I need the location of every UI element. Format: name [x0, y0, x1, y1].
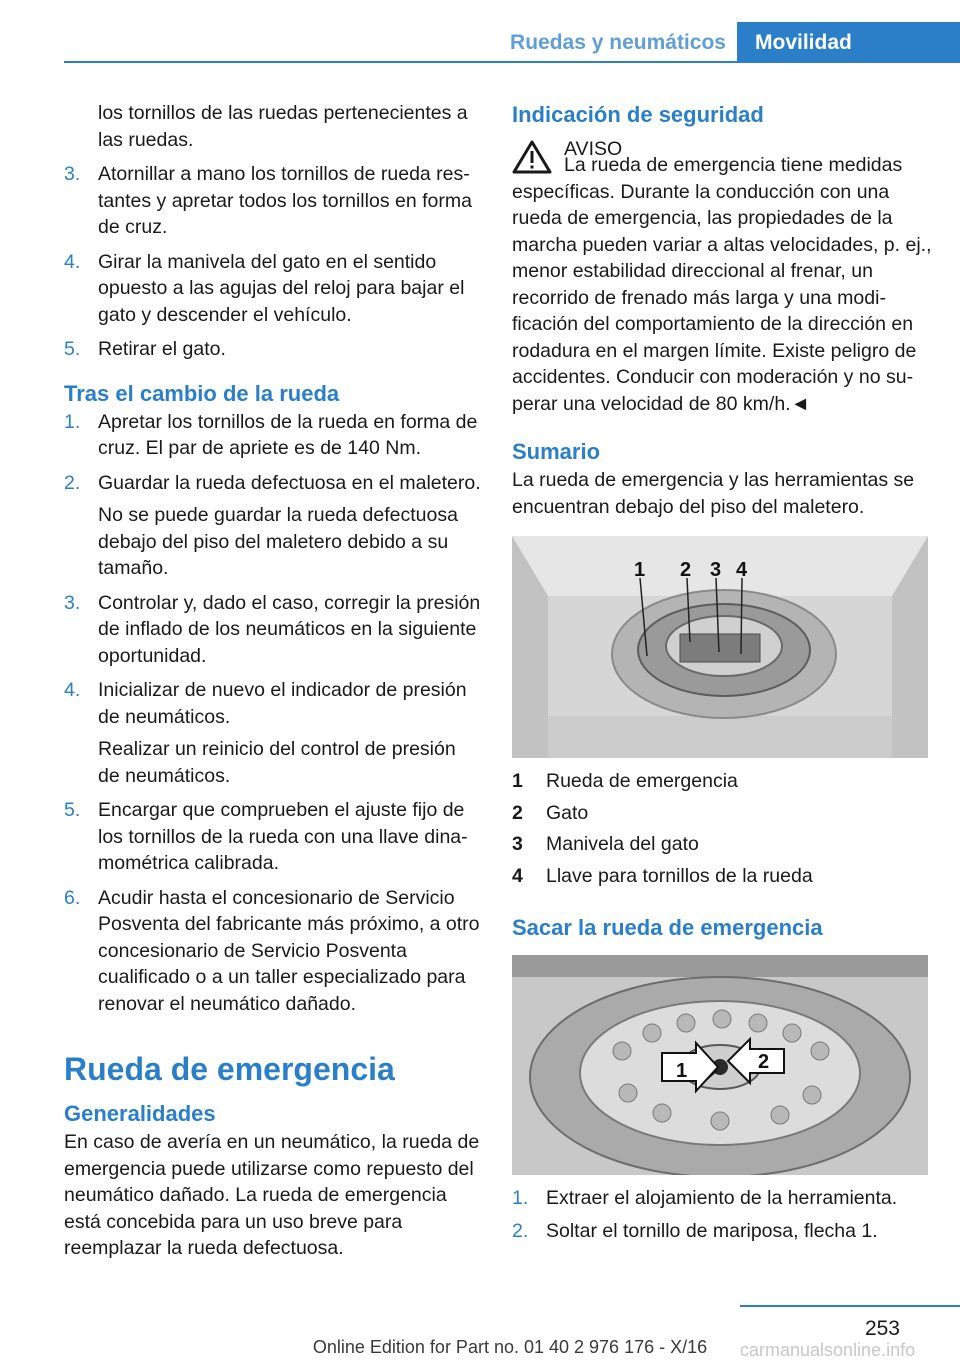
legend-text: Manivela del gato: [546, 833, 699, 855]
step-number: 2.: [512, 1219, 529, 1242]
steps-list-right: [512, 1185, 932, 1244]
aviso-text: La rueda de emergencia tiene medidas específicas. Durante la conducción con una rueda de emergencia, las propiedades de la marcha pueden variar a altas velocidades, p. ej., menor estabilidad direccional al frenar, un recorrido de frenado más larga y una modificación del comportamiento de la dirección en rodadura en el margen límite. Existe peligro de accidentes. Conducir con moderación y no superar una velocidad de 80 km/h.◄: [512, 154, 932, 415]
heading-tras-el-cambio: Tras el cambio de la rueda: [64, 380, 340, 406]
step-number: 4.: [64, 679, 81, 701]
step-text: Girar la manivela del gato en el sentido opuesto a las agujas del reloj para bajar el gato y descender el vehículo.: [98, 250, 465, 326]
left-column: [64, 100, 482, 1262]
steps-list-b: [64, 409, 482, 497]
list-item: [64, 249, 482, 329]
edition-footer: Online Edition for Part no. 01 40 2 976 176 - X/16: [312, 1337, 708, 1357]
list-item: [64, 409, 482, 462]
tab-movilidad[interactable]: Movilidad: [737, 22, 960, 62]
step-number: 1.: [512, 1187, 529, 1209]
heading-indicacion-seguridad: Indicación de seguridad: [512, 102, 764, 127]
photo2-label-1: 1: [676, 1060, 688, 1082]
steps-list-d: [64, 797, 482, 1017]
list-item: [64, 885, 482, 1018]
step-number: 5.: [64, 338, 81, 360]
step-number: 6.: [64, 886, 81, 909]
list-item: [64, 161, 482, 241]
trunk-illustration: [512, 536, 928, 758]
steps-list-a: [64, 161, 482, 363]
step-number: 4.: [64, 250, 81, 273]
step-text: Retirar el gato.: [98, 338, 226, 360]
step-text: Acudir hasta el concesionario de Servicio Posventa del fabricante más próximo, a otro concesionario de Servicio Posventa cualificado o a un taller especializado para renovar el neumático dañado.: [98, 886, 480, 1015]
step-text: Inicializar de nuevo el indicador de presión de neumáticos.: [98, 679, 467, 728]
heading-generalidades: Generalidades: [64, 1101, 216, 1126]
general-text: En caso de avería en un neumático, la rueda de emergencia puede utilizarse como repuesto del neumático dañado. La rueda de emergencia está concebida para un uso breve para reemplazar la rueda defectuosa.: [64, 1131, 480, 1259]
list-item: [64, 590, 482, 670]
trunk-spare-wheel-photo: [512, 536, 928, 758]
sumario-text: La rueda de emergencia y las herramientas se encuentran debajo del piso del maletero.: [512, 469, 915, 518]
heading-sumario: Sumario: [512, 439, 601, 464]
legend-number: 4: [512, 864, 523, 887]
heading-sacar-rueda: Sacar la rueda de emergencia: [512, 915, 823, 940]
legend-text: Rueda de emergencia: [546, 770, 738, 792]
legend-item: [512, 800, 932, 827]
step-number: 1.: [64, 410, 81, 433]
footer-rule: [740, 1305, 960, 1307]
right-column: [512, 100, 932, 1244]
spare-wheel-illustration: [512, 955, 928, 1175]
photo1-label-3: 3: [710, 559, 722, 581]
step-number: 5.: [64, 799, 81, 821]
page-number: 253: [864, 1317, 900, 1340]
watermark: carmanualsonline.info: [740, 1340, 916, 1360]
step-text: Atornillar a mano los tornillos de rueda restantes y apretar todos los tornillos en forma de cruz.: [98, 163, 472, 238]
photo1-label-1: 1: [634, 559, 646, 581]
legend-item: [512, 768, 932, 795]
continued-text: los tornillos de las ruedas pertenecientes a las ruedas.: [98, 102, 468, 151]
legend-text: Gato: [546, 801, 589, 824]
step-text: Apretar los tornillos de la rueda en forma de cruz. El par de apriete es de 140 Nm.: [98, 410, 478, 459]
list-item: [64, 677, 482, 730]
step-text: Extraer el alojamiento de la herramienta.: [546, 1187, 898, 1209]
photo2-label-2: 2: [758, 1051, 770, 1073]
spare-wheel-photo: [512, 955, 928, 1175]
step-text: Soltar el tornillo de mariposa, flecha 1.: [546, 1219, 878, 1242]
legend-item: [512, 863, 932, 890]
step2-note: No se puede guardar la rueda defectuosa debajo del piso del maletero debido a su tamaño.: [98, 504, 458, 579]
steps-list-c: [64, 590, 482, 731]
list-item: [64, 336, 482, 363]
step4-note: Realizar un reinicio del control de presión de neumáticos.: [98, 738, 456, 787]
list-item: [512, 1185, 932, 1212]
legend-number: 1: [512, 770, 523, 792]
step-number: 2.: [64, 471, 81, 494]
list-item: [512, 1218, 932, 1245]
step-number: 3.: [64, 591, 81, 614]
photo1-label-2: 2: [680, 559, 692, 581]
legend-number: 3: [512, 833, 523, 855]
section-title: Rueda de emergencia: [64, 1051, 395, 1087]
legend-list: [512, 768, 932, 889]
aviso-label: AVISO: [564, 138, 623, 160]
step-text: Encargar que comprueben el ajuste fijo de los tornillos de la rueda con una llave dinamométrica calibrada.: [98, 799, 468, 874]
legend-number: 2: [512, 801, 523, 824]
list-item: [64, 470, 482, 497]
warning-triangle-icon: [512, 140, 552, 174]
step-number: 3.: [64, 163, 81, 185]
legend-text: Llave para tornillos de la rueda: [546, 864, 813, 887]
photo1-label-4: 4: [736, 559, 748, 581]
list-item: [64, 797, 482, 877]
legend-item: [512, 831, 932, 858]
tab-ruedas-y-neumaticos[interactable]: Ruedas y neumáticos: [510, 31, 726, 54]
step-text: Controlar y, dado el caso, corregir la presión de inflado de los neumáticos en la siguiente oportunidad.: [98, 591, 481, 667]
step-text: Guardar la rueda defectuosa en el maletero.: [98, 471, 481, 494]
